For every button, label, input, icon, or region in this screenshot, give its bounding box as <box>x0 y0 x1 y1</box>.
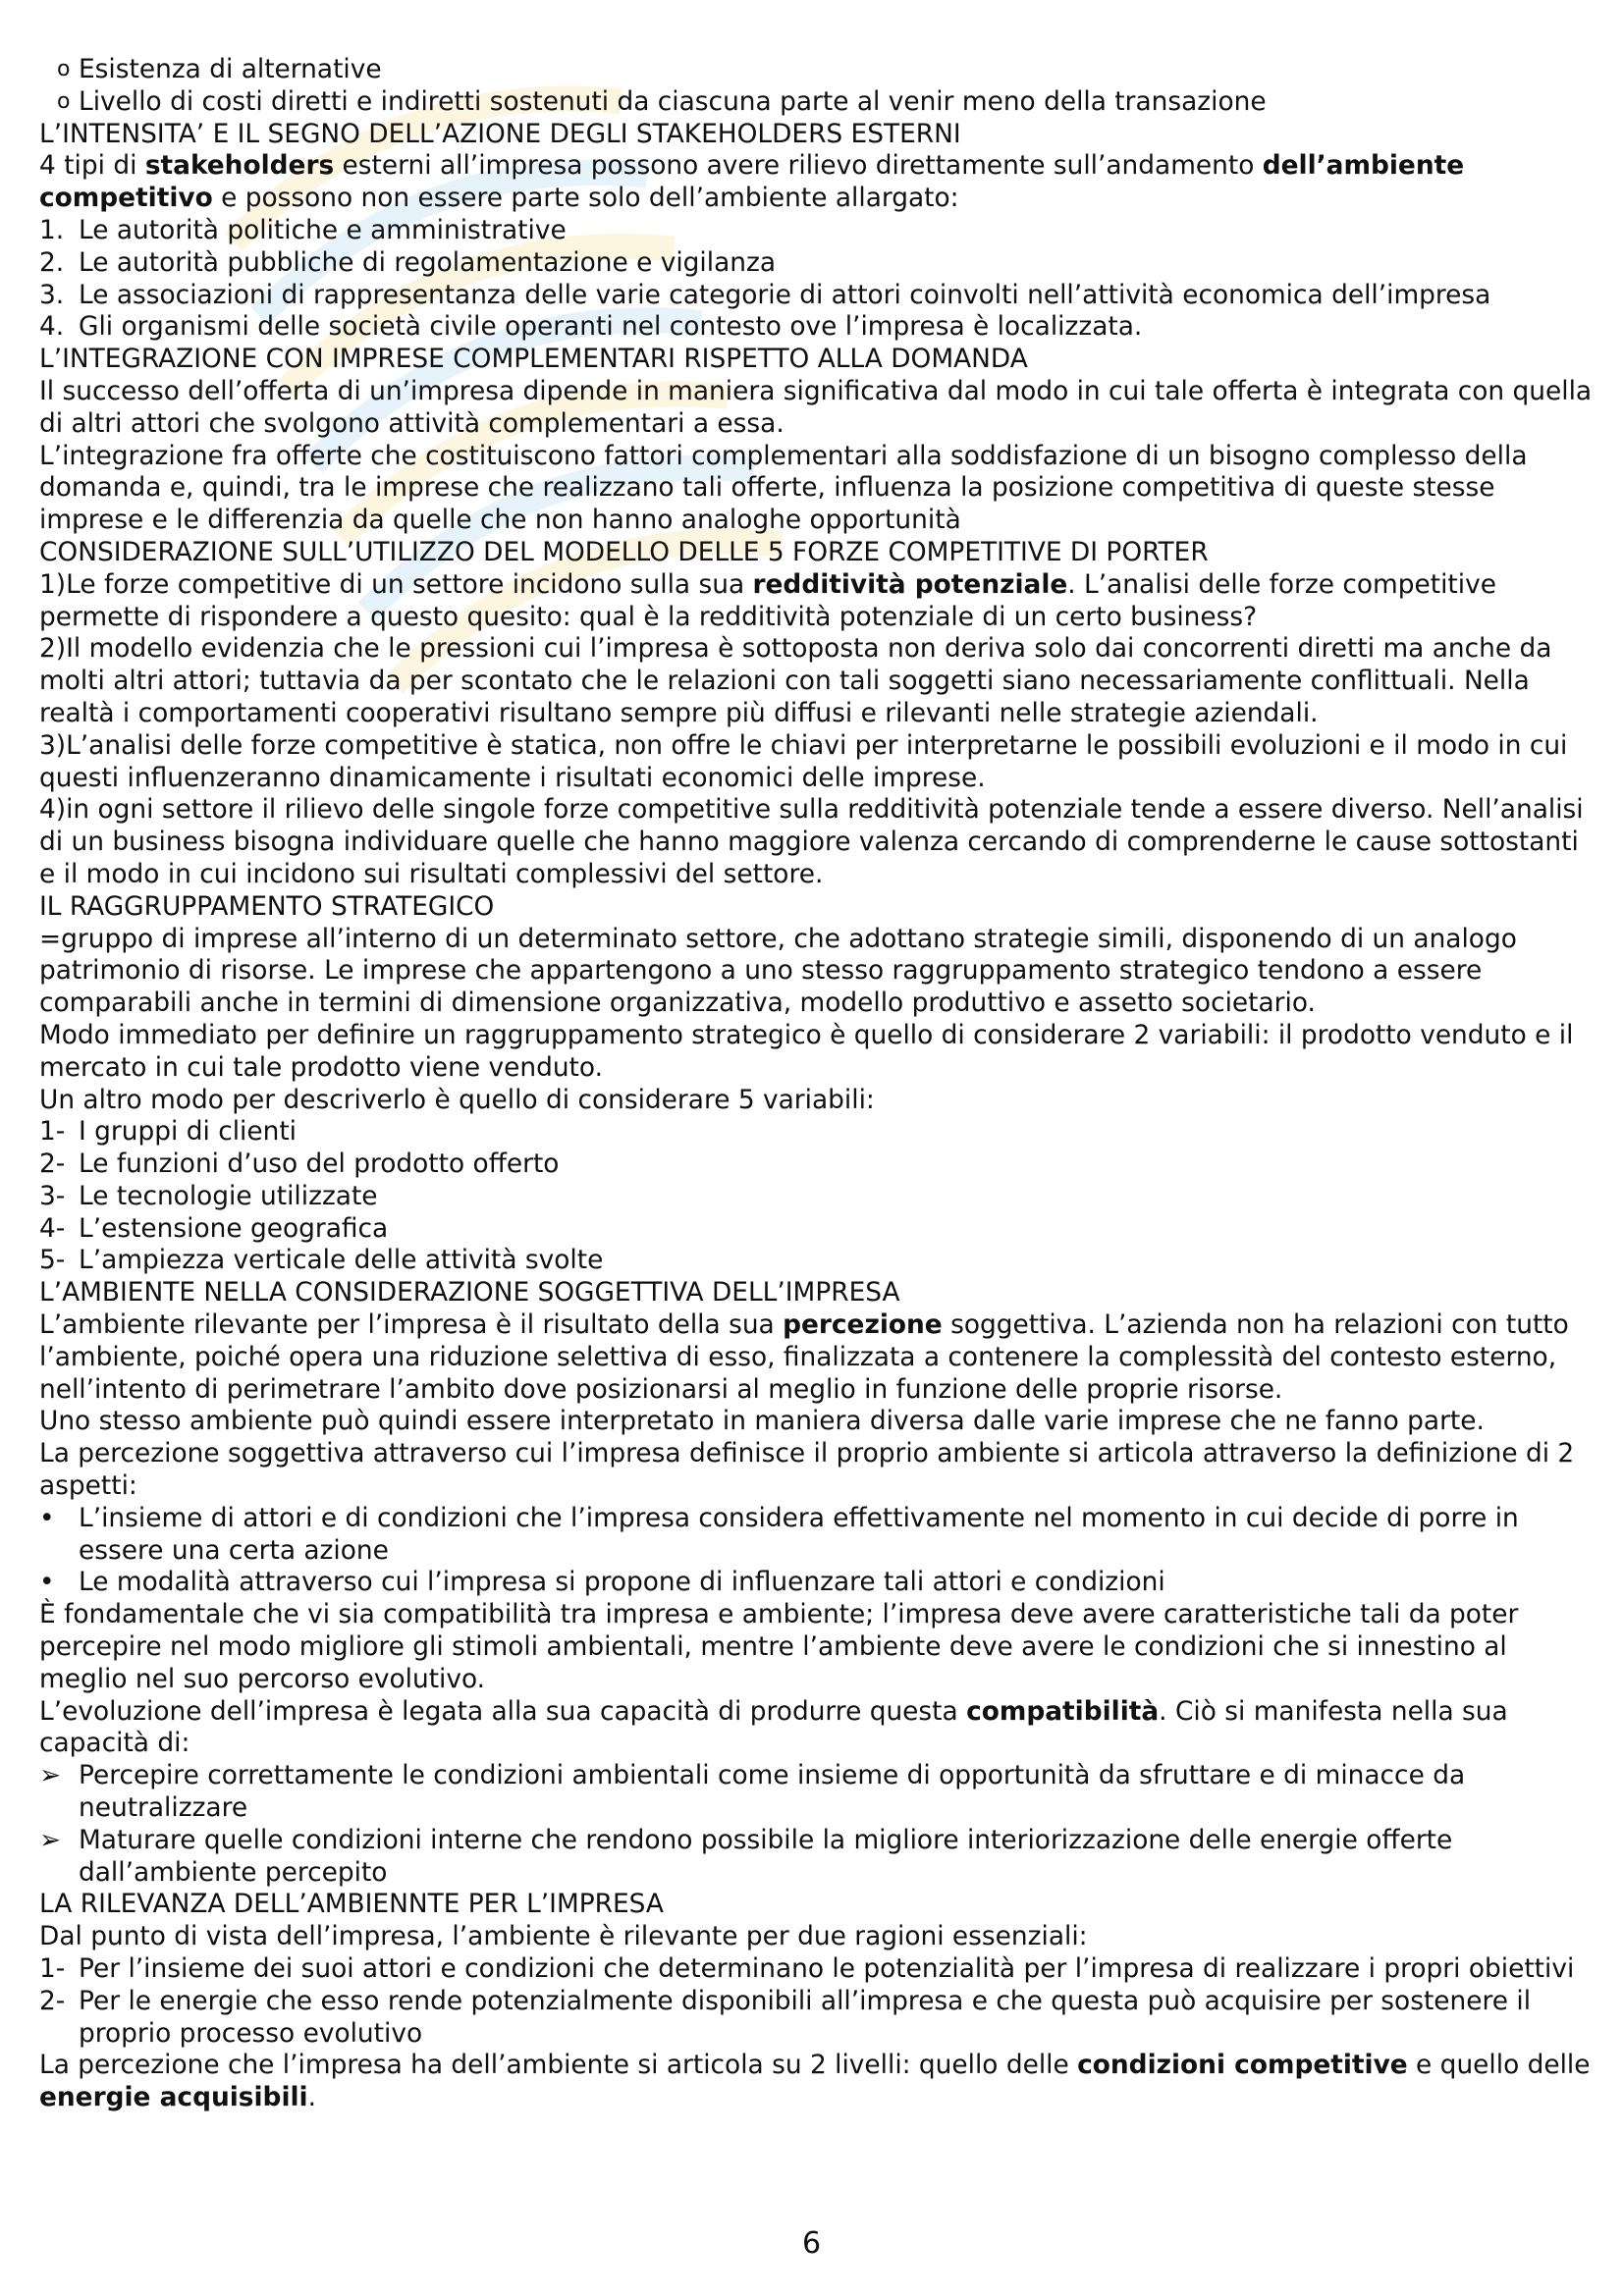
list-item <box>39 247 1600 280</box>
list-number: 3- <box>39 1180 66 1211</box>
list-item-text <box>79 1567 1600 1599</box>
text-run: 1)Le forze competitive di un settore incidono sulla sua <box>39 568 753 600</box>
paragraph <box>39 1696 1600 1761</box>
paragraph <box>39 1309 1600 1406</box>
text-run: La percezione soggettiva attraverso cui l’impresa definisce il proprio ambiente si articola attraverso la definizione di 2 aspetti: <box>39 1438 1575 1502</box>
list-item <box>39 1760 1600 1825</box>
paragraph <box>39 376 1600 441</box>
list-item <box>39 1503 1600 1568</box>
page-number: 6 <box>801 2226 822 2261</box>
text-run: Un altro modo per descriverlo è quello di considerare 5 variabili: <box>39 1084 875 1115</box>
list-item-text <box>79 1116 1600 1148</box>
paragraph <box>39 537 1600 569</box>
paragraph <box>39 924 1600 1020</box>
text-run: L’integrazione fra offerte che costituiscono fattori complementari alla soddisfazione di un bisogno complesso della domanda e, quindi, tra le imprese che realizzano tali offerte, influenza la posizione competitiva di queste stesse imprese e le differenzia da quelle che non hanno analoghe opportunità <box>39 440 1528 536</box>
paragraph <box>39 1277 1600 1309</box>
text-run: La percezione che l’impresa ha dell’ambiente si articola su 2 livelli: quello delle <box>39 2050 1078 2081</box>
text-run: L’insieme di attori e di condizioni che l’impresa considera effettivamente nel momento in cui decide di porre in essere una certa azione <box>79 1502 1519 1566</box>
text-run: I gruppi di clienti <box>79 1116 298 1148</box>
text-run: L’estensione geografica <box>79 1212 389 1244</box>
bold-text: redditività potenziale <box>752 568 1068 600</box>
list-item <box>39 280 1600 312</box>
list-number: 2. <box>39 246 65 278</box>
list-item <box>39 1245 1600 1277</box>
bold-text: percezione <box>783 1309 943 1341</box>
text-run: L’evoluzione dell’impresa è legata alla sua capacità di produrre questa <box>39 1695 967 1727</box>
text-run: esterni all’impresa possono avere rilievo direttamente sull’andamento <box>334 150 1263 182</box>
text-run: 3)L’analisi delle forze competitive è statica, non offre le chiavi per interpretarne le possibili evoluzioni e il modo in cui questi influenzeranno dinamicamente i risultati economici delle imprese. <box>39 729 1568 793</box>
text-run: Maturare quelle condizioni interne che rendono possibile la migliore interiorizzazione delle energie offerte dall’ambiente percepito <box>79 1824 1453 1888</box>
text-run: e possono non essere parte solo dell’ambiente allargato: <box>212 183 959 214</box>
arrow-bullet-icon: ➢ <box>39 1824 62 1855</box>
list-item-text <box>79 1825 1600 1890</box>
paragraph <box>39 344 1600 376</box>
list-item-text <box>79 215 1600 247</box>
paragraph <box>39 891 1600 924</box>
text-run: soggettiva. L’azienda non ha relazioni con tutto l’ambiente, poiché opera una riduzione selettiva di esso, finalizzata a contenere la complessità del contesto esterno, nell’intento di perimetrare l’ambito dove posizionarsi al meglio in funzione delle proprie risorse. <box>39 1309 1569 1405</box>
text-run: 4)in ogni settore il rilievo delle singole forze competitive sulla redditività potenziale tende a essere diverso. Nell’analisi di un business bisogna individuare quelle che hanno maggiore valenza cercando di comprenderne le cause sottostanti e il modo in cui incidono sui risultati complessivi del settore. <box>39 794 1584 889</box>
text-run: . <box>307 2082 316 2113</box>
text-run: CONSIDERAZIONE SULL’UTILIZZO DEL MODELLO DELLE 5 FORZE COMPETITIVE DI PORTER <box>39 536 1209 567</box>
list-item <box>39 1148 1600 1181</box>
list-item-text <box>79 1213 1600 1246</box>
text-run: L’ambiente rilevante per l’impresa è il risultato della sua <box>39 1309 784 1341</box>
list-item <box>39 215 1600 247</box>
text-run: Le modalità attraverso cui l’impresa si propone di influenzare tali attori e condizioni <box>79 1567 1165 1598</box>
bold-text: compatibilità <box>966 1695 1160 1727</box>
bullet-o-icon: o <box>57 57 71 81</box>
text-run: 2)Il modello evidenzia che le pressioni cui l’impresa è sottoposta non deriva solo dai concorrenti diretti ma anche da molti altri attori; tuttavia da per scontato che le relazioni con tali soggetti siano necessariamente conflittuali. Nella realtà i comportamenti cooperativi risultano sempre più diffusi e rilevanti nelle strategie aziendali. <box>39 633 1552 728</box>
text-run: IL RAGGRUPPAMENTO STRATEGICO <box>39 890 495 922</box>
text-run: Le funzioni d’uso del prodotto offerto <box>79 1148 560 1180</box>
bullet-o-icon: o <box>57 88 71 114</box>
paragraph <box>39 1438 1600 1503</box>
paragraph <box>39 1599 1600 1695</box>
text-run: e quello delle <box>1407 2050 1591 2081</box>
paragraph <box>39 1020 1600 1085</box>
text-run: . Ciò si manifesta nella sua capacità di: <box>39 1695 1508 1759</box>
text-run: =gruppo di imprese all’interno di un determinato settore, che adottano strategie simili, disponendo di un analogo patrimonio di risorse. Le imprese che appartengono a uno stesso raggruppamento strategico tendono a essere comparabili anche in termini di dimensione organizzativa, modello produttivo e assetto societario. <box>39 923 1517 1019</box>
text-run: Gli organismi delle società civile operanti nel contesto ove l’impresa è localizzata. <box>79 311 1143 343</box>
text-run: 4 tipi di <box>39 150 145 182</box>
list-item-text <box>79 54 1600 86</box>
list-number: 2- <box>39 1985 66 2016</box>
list-item-text <box>79 1503 1600 1568</box>
paragraph <box>39 441 1600 537</box>
paragraph <box>39 794 1600 890</box>
text-run: Per l’insieme dei suoi attori e condizioni che determinano le potenzialità per l’impresa di realizzare i propri obiettivi <box>79 1953 1575 1985</box>
paragraph <box>39 1889 1600 1921</box>
list-item-text <box>79 1760 1600 1825</box>
text-run: L’AMBIENTE NELLA CONSIDERAZIONE SOGGETTIVA DELL’IMPRESA <box>39 1277 900 1308</box>
text-run: Percepire correttamente le condizioni ambientali come insieme di opportunità da sfruttare e di minacce da neutralizzare <box>79 1760 1466 1824</box>
list-item-text <box>79 86 1600 119</box>
list-item-text <box>79 247 1600 280</box>
text-run: Per le energie che esso rende potenzialmente disponibili all’impresa e che questa può acquisire per sostenere il proprio processo evolutivo <box>79 1985 1532 2049</box>
list-number: 4. <box>39 311 65 343</box>
text-run: LA RILEVANZA DELL’AMBIENNTE PER L’IMPRESA <box>39 1889 664 1920</box>
bold-text: dell’ambiente competitivo <box>39 150 1465 214</box>
paragraph <box>39 2050 1600 2114</box>
bold-text: condizioni competitive <box>1077 2050 1408 2081</box>
text-run: Le associazioni di rappresentanza delle varie categorie di attori coinvolti nell’attività economica dell’impresa <box>79 279 1491 310</box>
list-item-text <box>79 1245 1600 1277</box>
list-item <box>39 86 1600 119</box>
list-number: 1- <box>39 1953 66 1985</box>
list-item-text <box>79 280 1600 312</box>
bold-text: stakeholders <box>144 150 335 182</box>
text-run: . L’analisi delle forze competitive permette di rispondere a questo quesito: qual è la redditività potenziale di un certo business? <box>39 568 1496 632</box>
list-number: 1- <box>39 1116 66 1148</box>
paragraph <box>39 569 1600 634</box>
list-item-text <box>79 1181 1600 1213</box>
list-number: 2- <box>39 1148 66 1180</box>
text-run: È fondamentale che vi sia compatibilità tra impresa e ambiente; l’impresa deve avere caratteristiche tali da poter percepire nel modo migliore gli stimoli ambientali, mentre l’ambiente deve avere le condizioni che si innestino al meglio nel suo percorso evolutivo. <box>39 1599 1519 1694</box>
paragraph <box>39 1406 1600 1438</box>
bullet-dot-icon: • <box>39 1502 55 1533</box>
list-item <box>39 1181 1600 1213</box>
list-item <box>39 1986 1600 2051</box>
text-run: Dal punto di vista dell’impresa, l’ambiente è rilevante per due ragioni essenziali: <box>39 1921 1088 1952</box>
text-run: L’INTENSITA’ E IL SEGNO DELL’AZIONE DEGLI STAKEHOLDERS ESTERNI <box>39 118 961 149</box>
list-number: 4- <box>39 1212 66 1244</box>
text-run: Le autorità pubbliche di regolamentazione e vigilanza <box>79 246 777 278</box>
text-run: Esistenza di alternative <box>79 54 382 84</box>
list-item-text <box>79 1953 1600 1986</box>
text-run: Le tecnologie utilizzate <box>79 1180 378 1211</box>
list-item-text <box>79 1986 1600 2051</box>
paragraph <box>39 633 1600 729</box>
paragraph <box>39 150 1600 215</box>
text-run: Le autorità politiche e amministrative <box>79 214 567 245</box>
paragraph <box>39 1921 1600 1953</box>
bullet-dot-icon: • <box>39 1567 55 1598</box>
paragraph <box>39 730 1600 795</box>
list-number: 3. <box>39 279 65 310</box>
arrow-bullet-icon: ➢ <box>39 1760 62 1791</box>
list-item <box>39 1567 1600 1599</box>
bold-text: energie acquisibili <box>39 2082 308 2113</box>
list-number: 5- <box>39 1245 66 1276</box>
text-run: Il successo dell’offerta di un’impresa dipende in maniera significativa dal modo in cui tale offerta è integrata con quella di altri attori che svolgono attività complementari a essa. <box>39 375 1593 439</box>
list-item-text <box>79 311 1600 344</box>
list-item <box>39 1825 1600 1890</box>
text-run: Modo immediato per definire un raggruppamento strategico è quello di considerare 2 variabili: il prodotto venduto e il mercato in cui tale prodotto viene venduto. <box>39 1019 1574 1083</box>
text-run: Livello di costi diretti e indiretti sostenuti da ciascuna parte al venir meno della transazione <box>79 85 1267 117</box>
text-run: L’ampiezza verticale delle attività svolte <box>79 1245 604 1276</box>
list-item <box>39 311 1600 344</box>
paragraph <box>39 1085 1600 1117</box>
document-body <box>39 54 1600 2114</box>
text-run: Uno stesso ambiente può quindi essere interpretato in maniera diversa dalle varie imprese che ne fanno parte. <box>39 1406 1485 1437</box>
text-run: L’INTEGRAZIONE CON IMPRESE COMPLEMENTARI RISPETTO ALLA DOMANDA <box>39 344 1028 375</box>
list-item <box>39 1213 1600 1246</box>
list-item-text <box>79 1148 1600 1181</box>
paragraph <box>39 119 1600 151</box>
list-number: 1. <box>39 214 65 245</box>
list-item <box>39 1116 1600 1148</box>
list-item <box>39 54 1600 86</box>
list-item <box>39 1953 1600 1986</box>
